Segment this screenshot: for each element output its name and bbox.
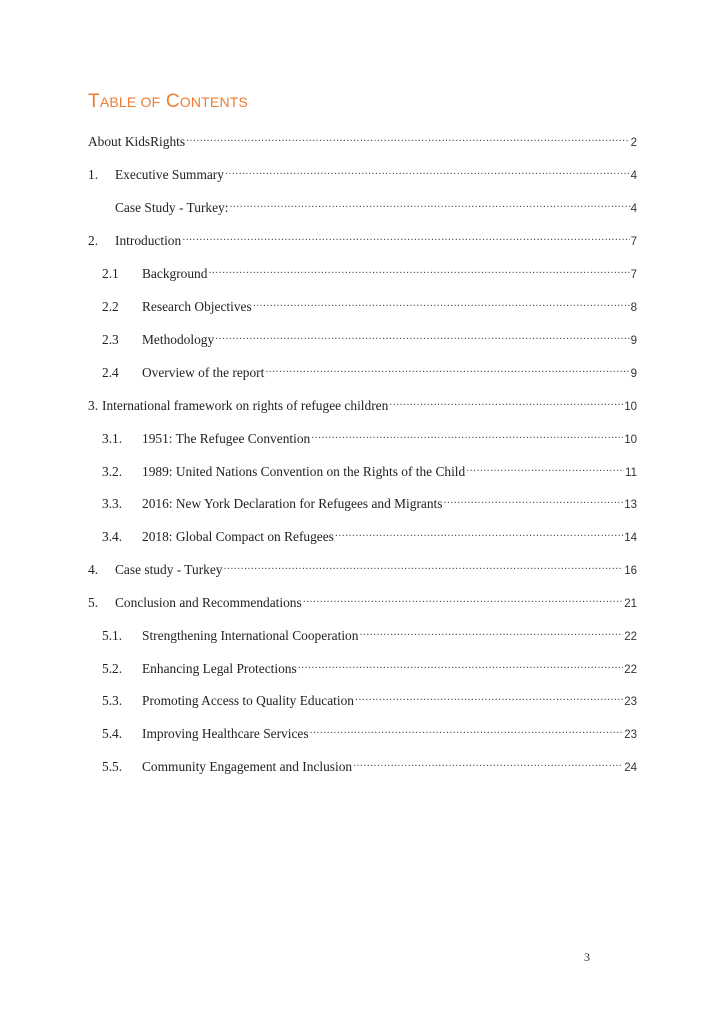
toc-entry-label: Strengthening International Cooperation: [142, 628, 359, 643]
toc-entry-page: 22: [624, 664, 637, 676]
toc-entry-number: 1.: [88, 167, 99, 182]
toc-entry-page: 16: [624, 565, 637, 577]
toc-entry-page: 7: [630, 236, 637, 248]
toc-entry-label: 2016: New York Declaration for Refugees and Migrants: [142, 496, 443, 511]
toc-entry-number: 3.1.: [102, 431, 123, 446]
toc-entry-label: Methodology: [142, 332, 215, 347]
toc-dot-leader: [443, 494, 623, 508]
toc-entry-page: 24: [624, 762, 637, 774]
toc-dot-leader: [311, 429, 623, 443]
toc-entry-label: Executive Summary: [115, 167, 224, 182]
toc-entry[interactable]: [102, 494, 637, 514]
toc-entry[interactable]: [88, 231, 637, 251]
toc-entry-label: 1951: The Refugee Convention: [142, 431, 311, 446]
toc-entry-number: 2.2: [102, 299, 119, 314]
toc-entry-page: 4: [630, 170, 637, 182]
toc-dot-leader: [229, 198, 629, 212]
toc-entry[interactable]: [88, 132, 637, 152]
toc-entry-number: 5.5.: [102, 759, 123, 774]
toc-entry-number: 5.3.: [102, 693, 123, 708]
toc-entry-number: 3.4.: [102, 529, 123, 544]
toc-entry-page: 22: [624, 631, 637, 643]
toc-dot-leader: [182, 231, 629, 245]
toc-entry[interactable]: [102, 724, 637, 744]
toc-heading: [88, 91, 248, 113]
toc-entry[interactable]: [102, 264, 637, 284]
toc-entry-number: 5.2.: [102, 661, 123, 676]
toc-entry-page: 7: [630, 269, 637, 281]
toc-entry-label: Improving Healthcare Services: [142, 726, 309, 741]
toc-entry[interactable]: [102, 330, 637, 350]
toc-dot-leader: [208, 264, 629, 278]
toc-dot-leader: [359, 626, 623, 640]
toc-entry-page: 10: [624, 434, 637, 446]
toc-entry-number: 2.1: [102, 266, 119, 281]
toc-dot-leader: [265, 363, 629, 377]
toc-dot-leader: [186, 132, 629, 146]
toc-dot-leader: [224, 560, 624, 574]
toc-entry[interactable]: [102, 297, 637, 317]
toc-entry-page: 23: [624, 696, 637, 708]
toc-entry[interactable]: [102, 757, 637, 777]
toc-entry-page: 8: [630, 302, 637, 314]
toc-entry[interactable]: [102, 363, 637, 383]
toc-entry-page: 11: [625, 467, 637, 479]
toc-entry-number: 5.1.: [102, 628, 123, 643]
toc-entry[interactable]: [102, 527, 637, 547]
toc-entry-label: Case Study - Turkey:: [115, 200, 229, 215]
toc-entry-label: Conclusion and Recommendations: [115, 595, 302, 610]
toc-entry[interactable]: [102, 429, 637, 449]
toc-heading-ontents: ONTENTS: [179, 94, 249, 110]
toc-entry-number: 5.4.: [102, 726, 123, 741]
toc-entry-number: 3.: [88, 398, 99, 413]
toc-heading-t: T: [88, 91, 100, 112]
toc-entry-page: 21: [624, 598, 637, 610]
toc-dot-leader: [353, 757, 623, 771]
footer-page-number: 3: [584, 950, 590, 964]
toc-entry-label: About KidsRights: [88, 134, 186, 149]
toc-dot-leader: [298, 659, 624, 673]
toc-entry-label: 2018: Global Compact on Refugees: [142, 529, 334, 544]
toc-entry-number: 2.: [88, 233, 99, 248]
toc-entry[interactable]: [115, 198, 637, 218]
toc-dot-leader: [303, 593, 624, 607]
toc-dot-leader: [335, 527, 623, 541]
toc-entry-number: 2.4: [102, 365, 119, 380]
toc-heading-able-of: ABLE OF: [99, 94, 161, 110]
toc-entry-label: Promoting Access to Quality Education: [142, 693, 354, 708]
toc-dot-leader: [215, 330, 629, 344]
toc-entry-label: Introduction: [115, 233, 182, 248]
toc-entry-page: 14: [624, 532, 637, 544]
toc-entry-label: Case study - Turkey: [115, 562, 223, 577]
toc-entry[interactable]: [88, 593, 637, 613]
toc-entry-label: 1989: United Nations Convention on the Rights of the Child: [142, 464, 466, 479]
toc-entry-label: Research Objectives: [142, 299, 252, 314]
toc-entry-page: 10: [624, 401, 637, 413]
toc-dot-leader: [253, 297, 630, 311]
toc-entry[interactable]: [102, 659, 637, 679]
toc-entry[interactable]: [88, 396, 637, 416]
toc-entry-page: 23: [624, 729, 637, 741]
toc-entry-label: Community Engagement and Inclusion: [142, 759, 353, 774]
toc-entry[interactable]: [88, 165, 637, 185]
toc-entry-page: 9: [630, 368, 637, 380]
toc-entry[interactable]: [102, 691, 637, 711]
toc-entry[interactable]: [102, 626, 637, 646]
toc-entry-number: 5.: [88, 595, 99, 610]
toc-entry[interactable]: [102, 462, 637, 482]
toc-entry-page: 13: [624, 499, 637, 511]
toc-entry-page: 2: [630, 137, 637, 149]
toc-dot-leader: [355, 691, 623, 705]
toc-entry-page: 9: [630, 335, 637, 347]
toc-entry-page: 4: [630, 203, 637, 215]
toc-entry[interactable]: [88, 560, 637, 580]
toc-entry-label: Enhancing Legal Protections: [142, 661, 297, 676]
toc-entry-label: Background: [142, 266, 208, 281]
toc-entry-label: International framework on rights of refugee children: [102, 398, 389, 413]
toc-dot-leader: [466, 462, 624, 476]
toc-heading-c: C: [165, 91, 180, 112]
toc-dot-leader: [389, 396, 623, 410]
toc-entry-number: 3.3.: [102, 496, 123, 511]
toc-dot-leader: [225, 165, 630, 179]
toc-entry-label: Overview of the report: [142, 365, 265, 380]
toc-entry-number: 3.2.: [102, 464, 123, 479]
toc-entry-number: 2.3: [102, 332, 119, 347]
toc-entry-number: 4.: [88, 562, 99, 577]
toc-dot-leader: [310, 724, 624, 738]
